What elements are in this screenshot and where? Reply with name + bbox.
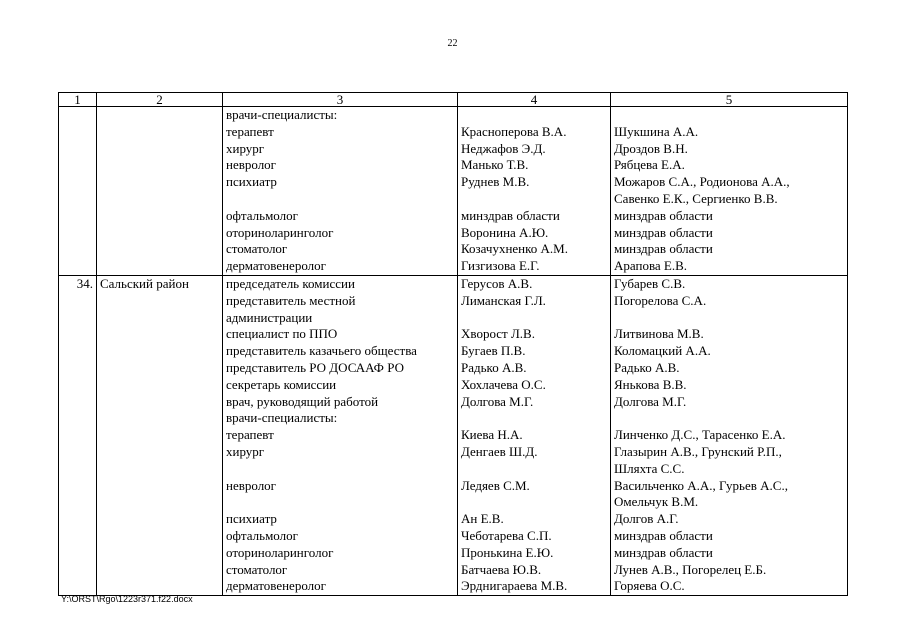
district-name-cell [97, 410, 223, 427]
chair-name-cell: Ледяев С.М. [458, 478, 611, 495]
district-name-cell [97, 107, 223, 124]
table-row [59, 141, 848, 158]
chair-name-cell: Бугаев П.В. [458, 343, 611, 360]
position-cell: оториноларинголог [223, 545, 458, 562]
chair-name-cell: минздрав области [458, 208, 611, 225]
district-number-cell [59, 511, 97, 528]
deputy-name-cell: Рябцева Е.А. [611, 157, 848, 174]
chair-name-cell: Киева Н.А. [458, 427, 611, 444]
table-row [59, 360, 848, 377]
chair-name-cell: Неджафов Э.Д. [458, 141, 611, 158]
district-name-cell [97, 562, 223, 579]
deputy-name-cell: Арапова Е.В. [611, 258, 848, 275]
chair-name-cell: Лиманская Г.Л. [458, 293, 611, 310]
table-row [59, 107, 848, 124]
district-name-cell [97, 293, 223, 310]
table-row [59, 275, 848, 292]
district-name-cell [97, 578, 223, 595]
chair-name-cell [458, 107, 611, 124]
district-number-cell [59, 394, 97, 411]
table-row [59, 562, 848, 579]
column-number-1: 1 [59, 93, 97, 107]
district-number-cell [59, 478, 97, 495]
chair-name-cell: Гизгизова Е.Г. [458, 258, 611, 275]
district-number-cell [59, 545, 97, 562]
district-name-cell [97, 208, 223, 225]
position-cell [223, 191, 458, 208]
district-name-cell [97, 157, 223, 174]
position-cell: врачи-специалисты: [223, 107, 458, 124]
page-number: 22 [447, 38, 458, 49]
table-row [59, 545, 848, 562]
deputy-name-cell: Глазырин А.В., Грунский Р.П., [611, 444, 848, 461]
table-row [59, 225, 848, 242]
column-number-4: 4 [458, 93, 611, 107]
district-number-cell [59, 241, 97, 258]
chair-name-cell: Долгова М.Г. [458, 394, 611, 411]
table-row [59, 191, 848, 208]
district-number-cell [59, 444, 97, 461]
district-number-cell [59, 494, 97, 511]
district-number-cell [59, 377, 97, 394]
position-cell: терапевт [223, 427, 458, 444]
position-cell: невролог [223, 157, 458, 174]
district-number-cell [59, 107, 97, 124]
district-name-cell [97, 343, 223, 360]
position-cell: психиатр [223, 511, 458, 528]
chair-name-cell: Красноперова В.А. [458, 124, 611, 141]
district-number-cell [59, 528, 97, 545]
chair-name-cell: Хохлачева О.С. [458, 377, 611, 394]
district-name-cell [97, 394, 223, 411]
chair-name-cell: Пронькина Е.Ю. [458, 545, 611, 562]
deputy-name-cell [611, 310, 848, 327]
chair-name-cell: Хворост Л.В. [458, 326, 611, 343]
column-number-header-row [59, 93, 848, 107]
position-cell: стоматолог [223, 241, 458, 258]
position-cell [223, 461, 458, 478]
district-number-cell [59, 208, 97, 225]
column-number-3: 3 [223, 93, 458, 107]
column-number-5: 5 [611, 93, 848, 107]
table-row [59, 478, 848, 495]
commission-table [58, 92, 848, 596]
district-name-cell [97, 494, 223, 511]
table-row [59, 174, 848, 191]
district-name-cell [97, 528, 223, 545]
chair-name-cell: Чеботарева С.П. [458, 528, 611, 545]
chair-name-cell: Денгаев Ш.Д. [458, 444, 611, 461]
position-cell [223, 494, 458, 511]
district-number-cell [59, 293, 97, 310]
district-number-cell [59, 427, 97, 444]
table-row [59, 494, 848, 511]
chair-name-cell [458, 410, 611, 427]
position-cell: невролог [223, 478, 458, 495]
deputy-name-cell: Погорелова С.А. [611, 293, 848, 310]
deputy-name-cell: минздрав области [611, 545, 848, 562]
position-cell: врачи-специалисты: [223, 410, 458, 427]
deputy-name-cell: Савенко Е.К., Сергиенко В.В. [611, 191, 848, 208]
table-row [59, 461, 848, 478]
position-cell: секретарь комиссии [223, 377, 458, 394]
chair-name-cell: Руднев М.В. [458, 174, 611, 191]
table-row [59, 394, 848, 411]
position-cell: хирург [223, 141, 458, 158]
deputy-name-cell: Горяева О.С. [611, 578, 848, 595]
deputy-name-cell: Литвинова М.В. [611, 326, 848, 343]
table-row [59, 377, 848, 394]
table-row [59, 208, 848, 225]
district-name-cell [97, 141, 223, 158]
table-row [59, 124, 848, 141]
chair-name-cell: Батчаева Ю.В. [458, 562, 611, 579]
position-cell: дерматовенеролог [223, 578, 458, 595]
table-row [59, 326, 848, 343]
chair-name-cell: Эрднигараева М.В. [458, 578, 611, 595]
position-cell: представитель местной [223, 293, 458, 310]
chair-name-cell: Козачухненко А.М. [458, 241, 611, 258]
chair-name-cell [458, 461, 611, 478]
district-name-cell [97, 377, 223, 394]
district-number-cell [59, 191, 97, 208]
position-cell: представитель казачьего общества [223, 343, 458, 360]
position-cell: стоматолог [223, 562, 458, 579]
district-name-cell [97, 225, 223, 242]
deputy-name-cell [611, 410, 848, 427]
table-row [59, 310, 848, 327]
district-name-cell [97, 258, 223, 275]
district-number-cell [59, 578, 97, 595]
table-row [59, 511, 848, 528]
district-number-cell [59, 461, 97, 478]
deputy-name-cell: минздрав области [611, 225, 848, 242]
table-row [59, 410, 848, 427]
chair-name-cell: Герусов А.В. [458, 275, 611, 292]
district-name-cell [97, 545, 223, 562]
district-name-cell [97, 310, 223, 327]
position-cell: специалист по ППО [223, 326, 458, 343]
district-number-cell [59, 258, 97, 275]
deputy-name-cell: минздрав области [611, 241, 848, 258]
table-row [59, 258, 848, 275]
table-body [59, 93, 848, 596]
district-name-cell [97, 427, 223, 444]
chair-name-cell: Манько Т.В. [458, 157, 611, 174]
deputy-name-cell: Долгов А.Г. [611, 511, 848, 528]
position-cell: психиатр [223, 174, 458, 191]
position-cell: врач, руководящий работой [223, 394, 458, 411]
table-row [59, 578, 848, 595]
district-number-cell [59, 310, 97, 327]
document-file-path: Y:\ORST\Rgo\1223r371.f22.docx [61, 594, 193, 604]
position-cell: оториноларинголог [223, 225, 458, 242]
deputy-name-cell: Губарев С.В. [611, 275, 848, 292]
district-name-cell [97, 360, 223, 377]
position-cell: представитель РО ДОСААФ РО [223, 360, 458, 377]
chair-name-cell: Ан Е.В. [458, 511, 611, 528]
district-name-cell [97, 444, 223, 461]
deputy-name-cell: минздрав области [611, 528, 848, 545]
deputy-name-cell: Можаров С.А., Родионова А.А., [611, 174, 848, 191]
deputy-name-cell: Дроздов В.Н. [611, 141, 848, 158]
district-name-cell: Сальский район [97, 275, 223, 292]
district-number-cell [59, 124, 97, 141]
table-row [59, 241, 848, 258]
deputy-name-cell: Васильченко А.А., Гурьев А.С., [611, 478, 848, 495]
deputy-name-cell [611, 107, 848, 124]
deputy-name-cell: Лунев А.В., Погорелец Е.Б. [611, 562, 848, 579]
district-name-cell [97, 478, 223, 495]
district-number-cell [59, 360, 97, 377]
deputy-name-cell: Омельчук В.М. [611, 494, 848, 511]
deputy-name-cell: минздрав области [611, 208, 848, 225]
table-row [59, 157, 848, 174]
district-name-cell [97, 461, 223, 478]
chair-name-cell [458, 310, 611, 327]
chair-name-cell: Воронина А.Ю. [458, 225, 611, 242]
district-number-cell [59, 141, 97, 158]
deputy-name-cell: Шляхта С.С. [611, 461, 848, 478]
table-row [59, 343, 848, 360]
district-number-cell [59, 174, 97, 191]
chair-name-cell [458, 191, 611, 208]
table-row [59, 528, 848, 545]
district-number-cell [59, 326, 97, 343]
district-number-cell [59, 343, 97, 360]
position-cell: хирург [223, 444, 458, 461]
position-cell: председатель комиссии [223, 275, 458, 292]
chair-name-cell: Радько А.В. [458, 360, 611, 377]
position-cell: дерматовенеролог [223, 258, 458, 275]
district-number-cell [59, 225, 97, 242]
deputy-name-cell: Долгова М.Г. [611, 394, 848, 411]
table-row [59, 293, 848, 310]
district-number-cell [59, 410, 97, 427]
deputy-name-cell: Янькова В.В. [611, 377, 848, 394]
deputy-name-cell: Радько А.В. [611, 360, 848, 377]
position-cell: администрации [223, 310, 458, 327]
deputy-name-cell: Линченко Д.С., Тарасенко Е.А. [611, 427, 848, 444]
table-row [59, 427, 848, 444]
deputy-name-cell: Шукшина А.А. [611, 124, 848, 141]
district-number-cell [59, 157, 97, 174]
deputy-name-cell: Коломацкий А.А. [611, 343, 848, 360]
position-cell: офтальмолог [223, 528, 458, 545]
district-name-cell [97, 326, 223, 343]
district-name-cell [97, 511, 223, 528]
position-cell: офтальмолог [223, 208, 458, 225]
district-number-cell [59, 562, 97, 579]
chair-name-cell [458, 494, 611, 511]
table-row [59, 444, 848, 461]
district-number-cell: 34. [59, 275, 97, 292]
column-number-2: 2 [97, 93, 223, 107]
district-name-cell [97, 174, 223, 191]
district-name-cell [97, 124, 223, 141]
district-name-cell [97, 191, 223, 208]
position-cell: терапевт [223, 124, 458, 141]
district-name-cell [97, 241, 223, 258]
